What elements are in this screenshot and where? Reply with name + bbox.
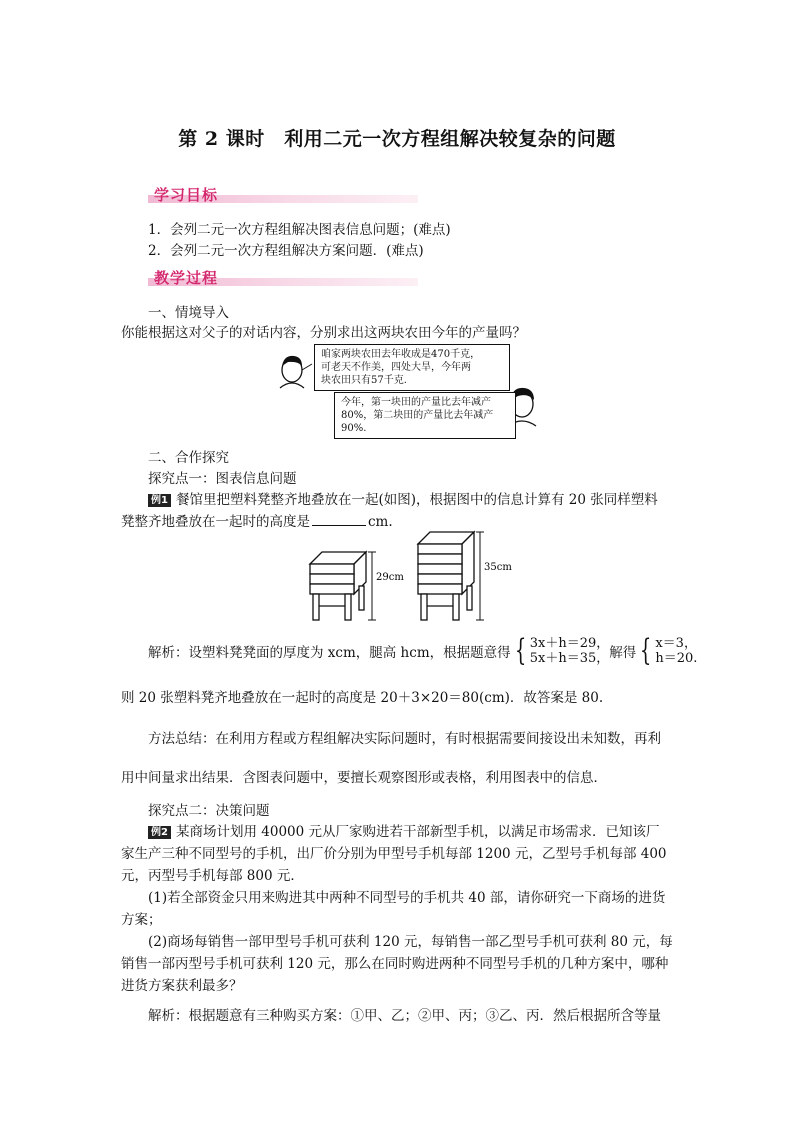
solution-1-solve-word: 解得 xyxy=(609,645,637,661)
example-1-text: 凳整齐地叠放在一起时的高度是 xyxy=(121,514,310,530)
section-heading-process xyxy=(148,267,218,289)
example-badge: 例1 xyxy=(148,494,171,507)
equation-1: 3x＋h＝29， xyxy=(529,636,610,651)
answer-blank xyxy=(312,513,366,526)
intro-question: 你能根据这对父子的对话内容，分别求出这两块农田今年的产量吗？ xyxy=(121,325,526,341)
stool-stack-5 xyxy=(418,532,474,620)
result-2: h＝20. xyxy=(655,651,698,666)
height-label-35: 35cm xyxy=(484,562,512,573)
example-1-line-2 xyxy=(121,510,393,530)
equation-2: 5x＋h＝35， xyxy=(529,651,610,666)
solution-1-line-1 xyxy=(148,633,698,668)
stool-stack-3 xyxy=(310,552,366,620)
bubble-line: 块农田只有57千克. xyxy=(321,375,407,386)
section-heading-label: 教学过程 xyxy=(154,269,219,287)
bubble-line: 90%. xyxy=(341,423,367,434)
bubble-line: 可老天不作美，四处大旱，今年两 xyxy=(321,362,471,373)
height-label-29: 29cm xyxy=(376,572,404,583)
example-1-text: 餐馆里把塑料凳整齐地叠放在一起(如图)，根据图中的信息计算有 20 张同样塑料 xyxy=(175,492,658,508)
goal-item-2: 2．会列二元一次方程组解决方案问题．(难点) xyxy=(148,243,424,259)
solution-system xyxy=(655,636,697,666)
explore-point-1: 探究点一：图表信息问题 xyxy=(148,471,297,487)
method-summary-line-2: 用中间量求出结果．含图表问题中，要擅长观察图形或表格，利用图表中的信息． xyxy=(121,770,607,786)
bubble-line: 80%，第二块田的产量比去年减产 xyxy=(341,410,494,421)
example-1-unit: cm. xyxy=(368,514,393,530)
example-2-line-1 xyxy=(148,820,660,840)
father-icon xyxy=(280,356,312,388)
example-2-line-6: (2)商场每销售一部甲型号手机可获利 120 元，每销售一部乙型号手机可获利 80 元，每 xyxy=(148,934,673,950)
example-2-line-8: 进货方案获利最多？ xyxy=(121,978,243,994)
example-2-line-2: 家生产三种不同型号的手机，出厂价分别为甲型号手机每部 1200 元，乙型号手机每部 400 xyxy=(121,846,667,862)
section-heading-goals xyxy=(148,184,218,206)
solution-1-line-2: 则 20 张塑料凳齐地叠放在一起时的高度是 20＋3×20＝80(cm)．故答案是 80. xyxy=(121,690,604,706)
intro-label: 一、情境导入 xyxy=(148,305,229,321)
solution-1-text: 解析：设塑料凳凳面的厚度为 xcm，腿高 hcm，根据题意得 xyxy=(148,645,511,661)
section-heading-label: 学习目标 xyxy=(154,186,219,204)
example-badge: 例2 xyxy=(148,826,171,839)
result-1: x＝3， xyxy=(655,636,697,651)
explore-label: 二、合作探究 xyxy=(148,450,229,466)
method-summary-line-1: 方法总结：在利用方程或方程组解决实际问题时，有时根据需要间接设出未知数，再利 xyxy=(148,731,661,747)
example-2-line-5: 方案； xyxy=(121,912,162,928)
explore-point-2: 探究点二：决策问题 xyxy=(148,803,270,819)
bubble-line: 咱家两块农田去年收成是470千克， xyxy=(321,349,481,360)
equation-system xyxy=(530,636,610,666)
left-brace: { xyxy=(640,633,652,668)
solution-2-line-1: 解析：根据题意有三种购买方案：①甲、乙；②甲、丙；③乙、丙．然后根据所含等量 xyxy=(148,1008,661,1024)
goal-item-1: 1．会列二元一次方程组解决图表信息问题；(难点) xyxy=(148,222,451,238)
son-speech-bubble xyxy=(334,392,516,439)
example-2-line-3: 元，丙型号手机每部 800 元． xyxy=(121,868,304,884)
left-brace: { xyxy=(514,633,526,668)
example-1-line-1 xyxy=(148,488,658,508)
father-speech-bubble xyxy=(314,344,510,391)
page-title: 第 2 课时 利用二元一次方程组解决较复杂的问题 xyxy=(178,128,616,150)
example-2-line-7: 销售一部丙型号手机可获利 120 元，那么在同时购进两种不同型号手机的几种方案中，哪种 xyxy=(121,956,669,972)
bubble-line: 今年，第一块田的产量比去年减产 xyxy=(341,397,491,408)
example-2-line-4: (1)若全部资金只用来购进其中两种不同型号的手机共 40 部，请你研究一下商场的进货 xyxy=(148,890,666,906)
example-2-text: 某商场计划用 40000 元从厂家购进若干部新型手机，以满足市场需求．已知该厂 xyxy=(175,824,660,840)
stacked-stools-figure xyxy=(300,530,520,630)
